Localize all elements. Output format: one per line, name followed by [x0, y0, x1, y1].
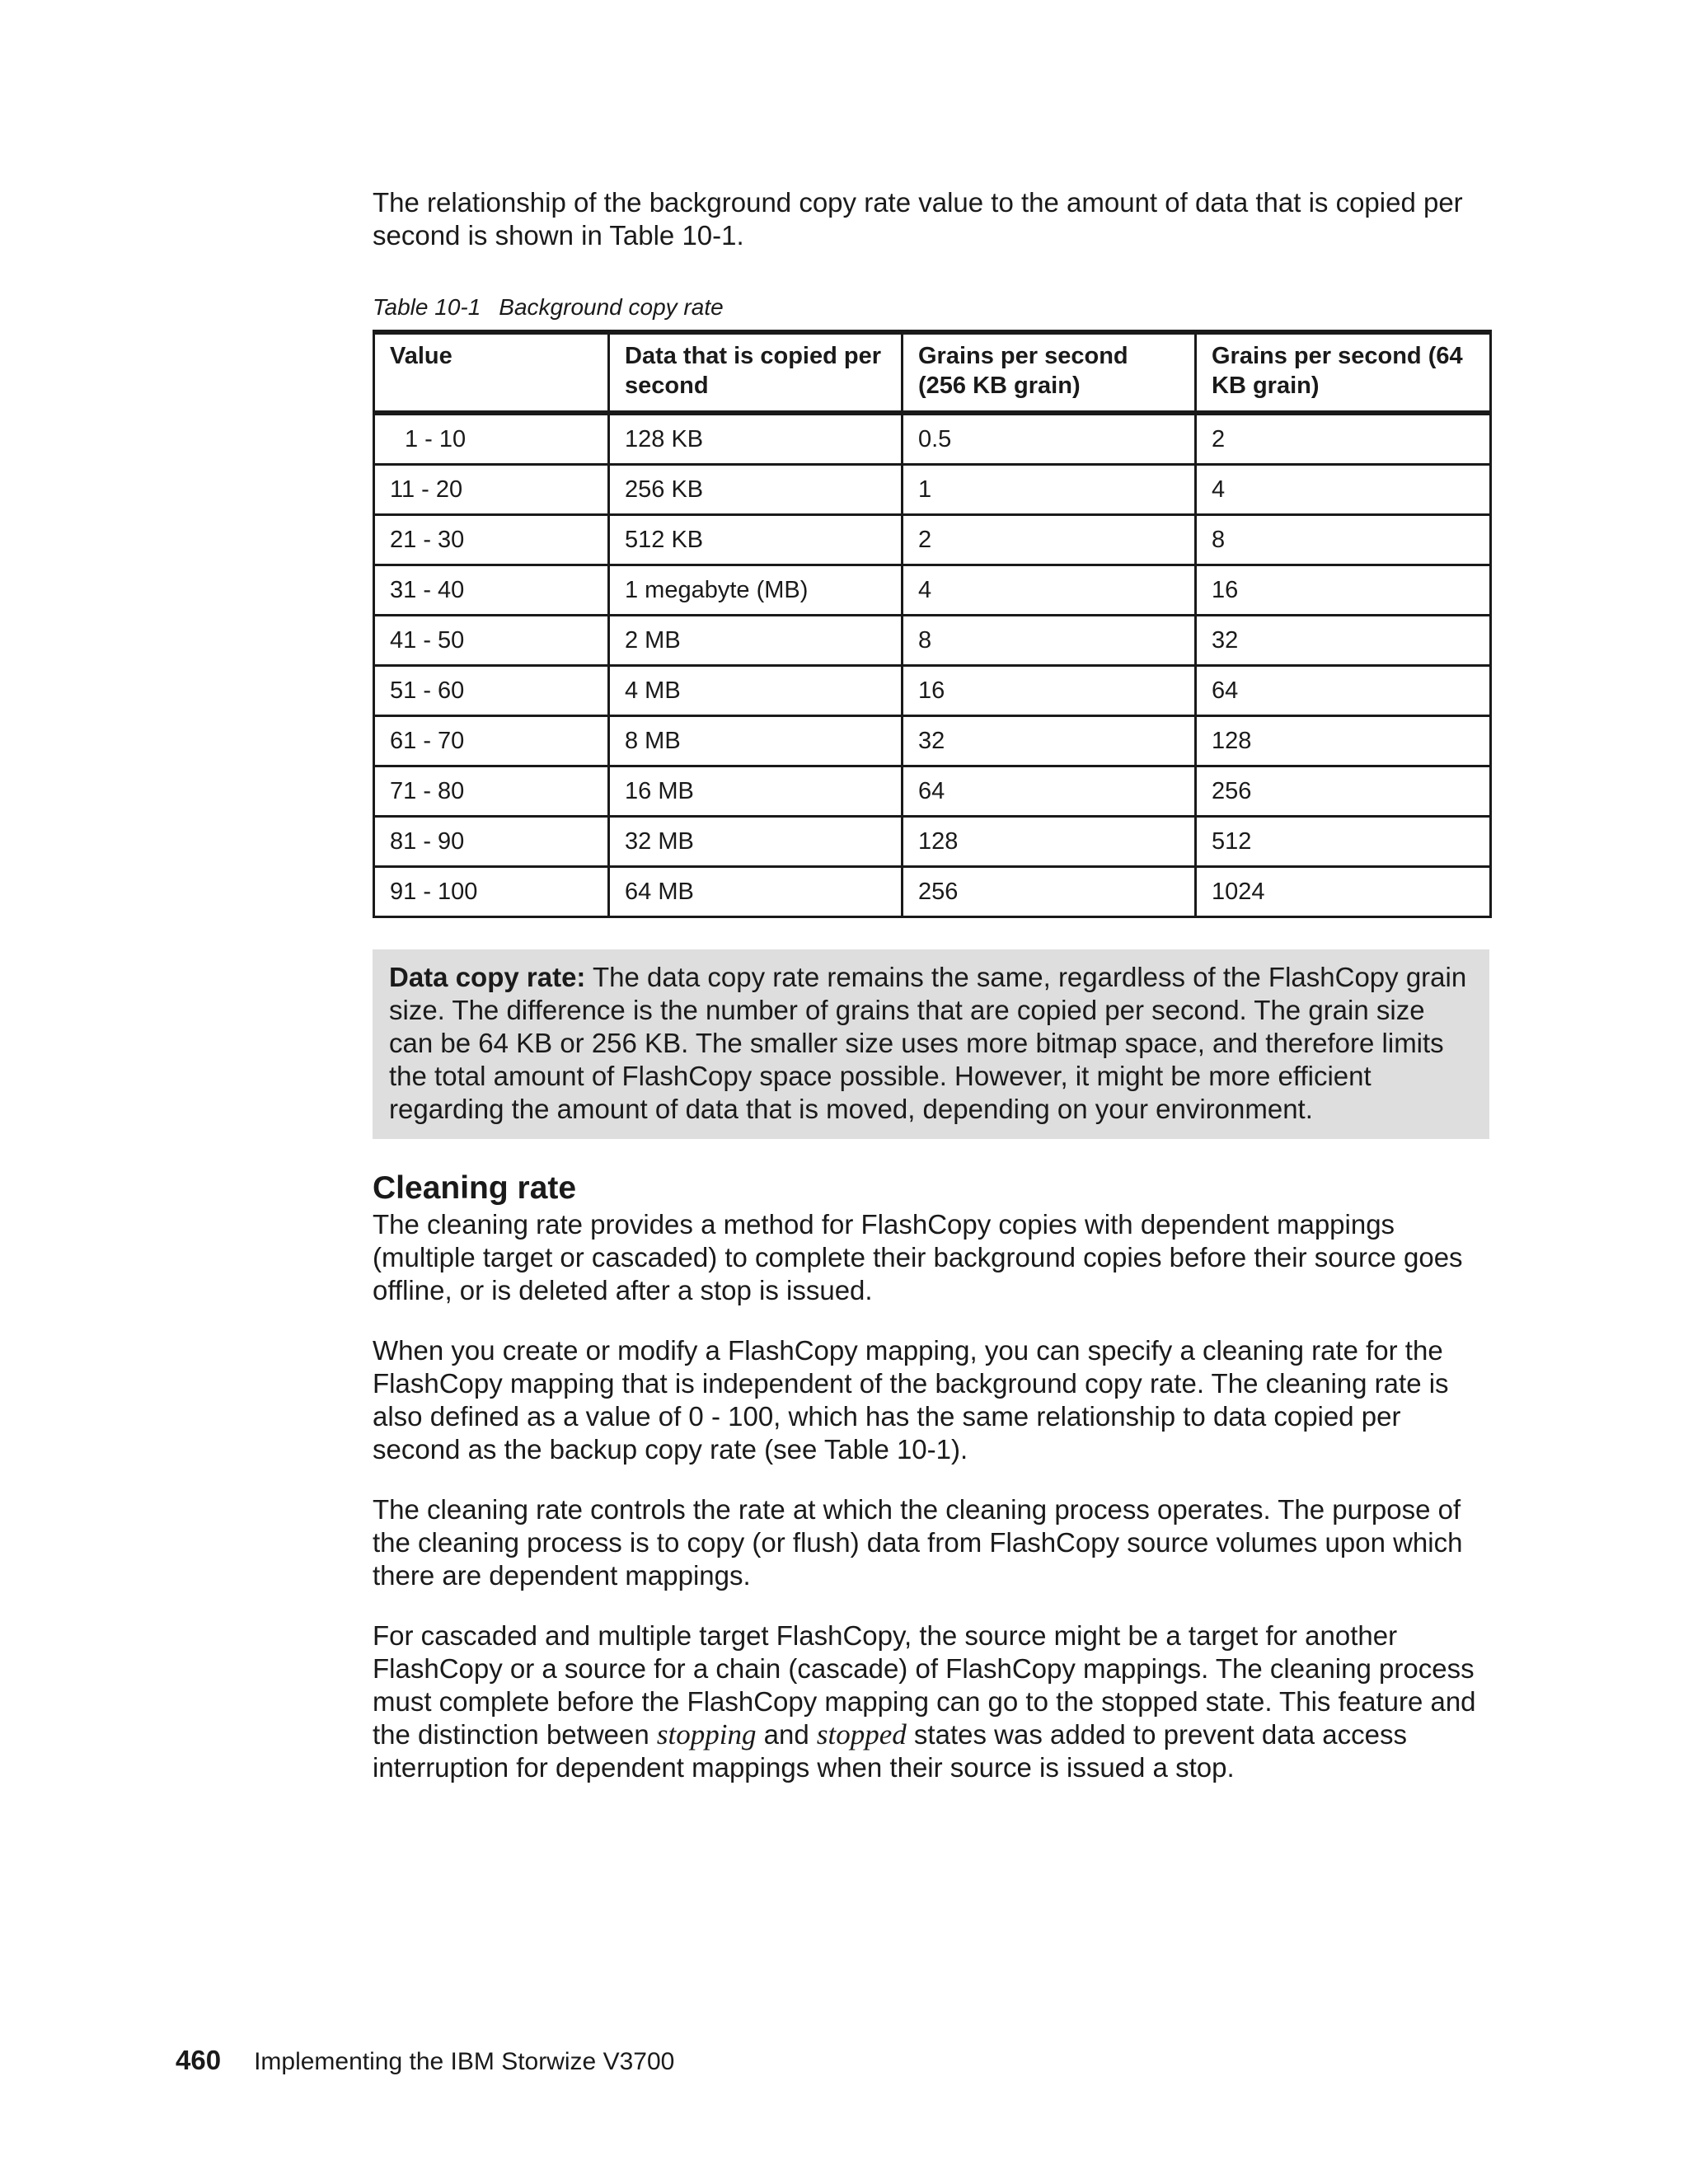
book-title: Implementing the IBM Storwize V3700: [254, 2048, 675, 2075]
cell-grains-64: 32: [1196, 616, 1491, 666]
data-copy-rate-note: [373, 949, 1489, 1139]
table-header-row: [374, 332, 1491, 413]
note-lead: Data copy rate:: [389, 962, 586, 992]
cell-data: 8 MB: [609, 716, 903, 766]
cleaning-rate-paragraph-2: When you create or modify a FlashCopy mapping, you can specify a cleaning rate for the FlashCopy mapping that is independent of the background copy rate. The cleaning rate is also defined as a value of 0 - 100, which has the same relationship to data copied per second as the backup copy rate (see Table 10-1).: [373, 1335, 1449, 1465]
cell-grains-256: 2: [903, 515, 1196, 565]
cell-value: 71 - 80: [374, 766, 609, 817]
cell-grains-256: 0.5: [903, 413, 1196, 465]
cell-value: 1 - 10: [374, 413, 609, 465]
cell-value: 21 - 30: [374, 515, 609, 565]
table-row: [374, 766, 1491, 817]
term-stopping: stopping: [656, 1718, 757, 1750]
table-caption: [373, 293, 1489, 321]
cleaning-rate-paragraph-3: The cleaning rate controls the rate at which the cleaning process operates. The purpose of the cleaning process is to copy (or flush) data from FlashCopy source volumes upon which there are dependent mappings.: [373, 1494, 1463, 1591]
cell-data: 4 MB: [609, 666, 903, 716]
table-row: [374, 666, 1491, 716]
cell-data: 64 MB: [609, 867, 903, 917]
cell-grains-256: 64: [903, 766, 1196, 817]
cell-grains-256: 256: [903, 867, 1196, 917]
cell-value: 61 - 70: [374, 716, 609, 766]
cell-grains-64: 128: [1196, 716, 1491, 766]
table-row: [374, 413, 1491, 465]
cell-grains-64: 2: [1196, 413, 1491, 465]
table-row: [374, 515, 1491, 565]
cell-grains-64: 1024: [1196, 867, 1491, 917]
header-data-copied: Data that is copied per second: [609, 332, 903, 413]
table-row: [374, 817, 1491, 867]
note-text: The data copy rate remains the same, regardless of the FlashCopy grain size. The difference is the number of grains that are copied per second. The grain size can be 64 KB or 256 KB. The smaller size uses more bitmap space, and therefore limits the total amount of FlashCopy space possible. However, it might be more efficient regarding the amount of data that is moved, depending on your environment.: [389, 962, 1467, 1124]
paragraph-4-part-a: For cascaded and multiple target FlashCopy, the source might be a target for another FlashCopy or a source for a chain (cascade) of FlashCopy mappings. The cleaning process must complete before the FlashCopy mapping can go to the stopped state. This feature and the distinction between: [373, 1620, 1476, 1750]
cell-value: 41 - 50: [374, 616, 609, 666]
cell-grains-256: 1: [903, 465, 1196, 515]
paragraph-4-part-c: states was added to prevent data access interruption for dependent mappings when their source is issued a stop.: [373, 1719, 1407, 1783]
page-number: 460: [176, 2045, 222, 2075]
table-row: [374, 716, 1491, 766]
cell-grains-64: 8: [1196, 515, 1491, 565]
intro-paragraph: The relationship of the background copy rate value to the amount of data that is copied per second is shown in Table 10-1.: [373, 187, 1463, 251]
section-heading: Cleaning rate: [373, 1170, 577, 1206]
cell-value: 51 - 60: [374, 666, 609, 716]
paragraph-4-part-b: and: [756, 1719, 817, 1750]
cell-grains-256: 128: [903, 817, 1196, 867]
cell-value: 31 - 40: [374, 565, 609, 616]
table-caption-number: Table 10-1: [373, 294, 481, 320]
cleaning-rate-paragraph-4: [373, 1619, 1489, 1784]
cell-grains-256: 4: [903, 565, 1196, 616]
cell-data: 128 KB: [609, 413, 903, 465]
cell-data: 2 MB: [609, 616, 903, 666]
cell-value: 91 - 100: [374, 867, 609, 917]
table-row: [374, 867, 1491, 917]
background-copy-rate-table: [373, 330, 1492, 918]
cell-data: 1 megabyte (MB): [609, 565, 903, 616]
cell-value: 81 - 90: [374, 817, 609, 867]
cell-grains-256: 32: [903, 716, 1196, 766]
cell-grains-256: 16: [903, 666, 1196, 716]
cell-data: 32 MB: [609, 817, 903, 867]
table-row: [374, 465, 1491, 515]
cell-data: 256 KB: [609, 465, 903, 515]
cell-grains-64: 64: [1196, 666, 1491, 716]
cell-grains-64: 4: [1196, 465, 1491, 515]
page-footer: [176, 2044, 674, 2079]
cell-grains-256: 8: [903, 616, 1196, 666]
term-stopped: stopped: [816, 1718, 907, 1750]
cell-grains-64: 512: [1196, 817, 1491, 867]
page-content: [373, 186, 1489, 1784]
cell-value: 11 - 20: [374, 465, 609, 515]
table-row: [374, 616, 1491, 666]
cell-grains-64: 16: [1196, 565, 1491, 616]
cleaning-rate-paragraph-1: The cleaning rate provides a method for FlashCopy copies with dependent mappings (multiple target or cascaded) to complete their background copies before their source goes offline, or is deleted after a stop is issued.: [373, 1209, 1463, 1305]
cell-data: 512 KB: [609, 515, 903, 565]
table-row: [374, 565, 1491, 616]
header-grains-64: Grains per second (64 KB grain): [1196, 332, 1491, 413]
table-caption-title: Background copy rate: [499, 294, 724, 320]
header-grains-256: Grains per second (256 KB grain): [903, 332, 1196, 413]
cell-data: 16 MB: [609, 766, 903, 817]
header-value: Value: [374, 332, 609, 413]
cell-grains-64: 256: [1196, 766, 1491, 817]
